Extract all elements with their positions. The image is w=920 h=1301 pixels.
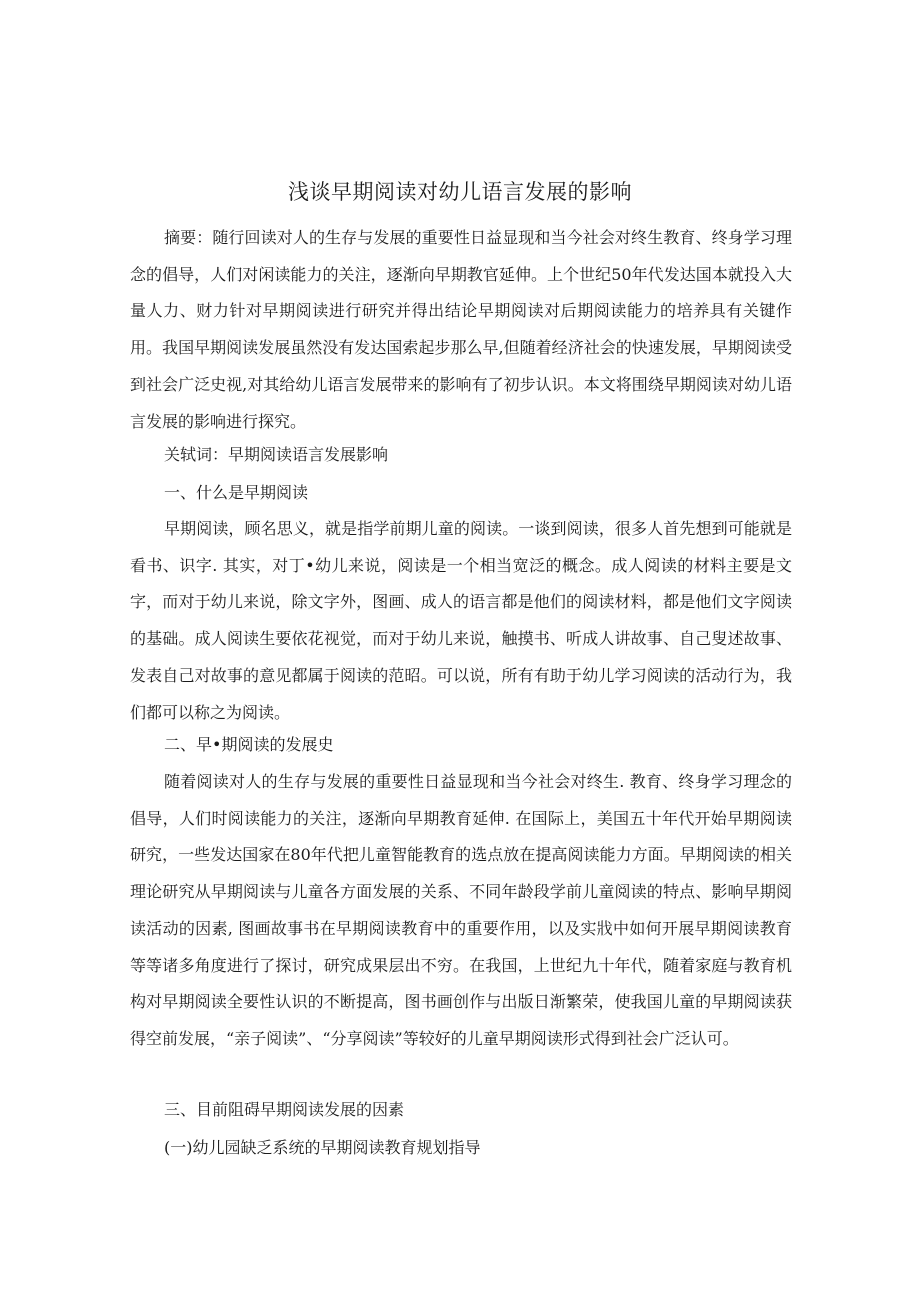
keywords-line: 关轼词：早期阅读语言发展影响 [164, 445, 389, 464]
section-2-heading-block [130, 727, 792, 764]
section-3a-heading: (一)幼儿园缺乏系统的早期阅读教育规划指导 [164, 1138, 481, 1157]
section-3-heading: 三、目前阻碍早期阅读发展的因素 [164, 1100, 405, 1119]
document-title: 浅谈早期阅读对幼儿语言发展的影响 [288, 180, 632, 204]
section-3-heading-block [130, 1092, 792, 1129]
section-2-heading: 二、早•期阅读的发展史 [164, 735, 334, 754]
section-3a-heading-block [130, 1130, 792, 1167]
section-1-body [130, 511, 792, 731]
abstract-block [130, 220, 792, 440]
section-1-heading: 一、什么是早期阅读 [164, 483, 309, 502]
section-1-heading-block [130, 475, 792, 512]
keywords-block [130, 437, 792, 474]
abstract-paragraph: 摘要：随行回读对人的生存与发展的重要性日益显现和当今社会对终生教育、终身学习理念的倡导，人们对闲读能力的关注，逐渐向早期教官延伸。上个世纪50年代发达国本就投入大量人力、财力针对早期阅读进行研究并得出结论早期阅读对后期阅读能力的培养具有关键作用。我国早期阅读发展虽然没有发达国索起步那么早,但随着经济社会的快速发展，早期阅读受到社会广泛史视,对其给幼儿语言发展带来的影响有了初步认识。本文将围绕早期阅读对幼儿语言发展的影响进行探究。 [130, 228, 792, 431]
section-1-paragraph: 早期阅读，顾名思义，就是指学前期儿童的阅读。一谈到阅读，很多人首先想到可能就是看书、识字. 其实，对丁•幼儿来说，阅读是一个相当宽泛的概念。成人阅读的材料主要是文字，而对于幼儿来说，除文字外，图画、成人的语言都是他们的阅读材料，都是他们文字阅读的基础。成人阅读生要依花视觉，而对于幼儿来说，触摸书、听成人讲故事、自己叟述故事、发表自己对故事的意见都属于阅读的范昭。可以说，所有有助于幼儿学习阅读的活动行为，我们都可以称之为阅读。 [130, 519, 792, 722]
section-2-body [130, 764, 792, 1058]
section-2-paragraph: 随着阅读对人的生存与发展的重要性日益显现和当今社会对终生. 教育、终身学习理念的倡导，人们时阅读能力的关注，逐渐向早期教育延伸. 在国际上，美国五十年代开始早期阅读研究，一些发达国家在80年代把儿童智能教育的选点放在提高阅读能力方面。早期阅读的相关理论研究从早期阅读与儿童各方面发展的关系、不同年龄段学前儿童阅读的特点、影响早期阅读活动的因素, 图画故事书在早期阅读教育中的重要作用，以及实戕中如何开展早期阅读教育等等诸多角度进行了探讨，研究成果层出不穷。在我国，上世纪九十年代，随着家庭与教育机构对早期阅读全要性认识的不断提高，图书画创作与出版日渐繁荣，使我国儿童的早期阅读获得空前发展，“亲子阅读”、“分享阅读”等较好的儿童早期阅读形式得到社会广泛认可。 [130, 772, 792, 1048]
